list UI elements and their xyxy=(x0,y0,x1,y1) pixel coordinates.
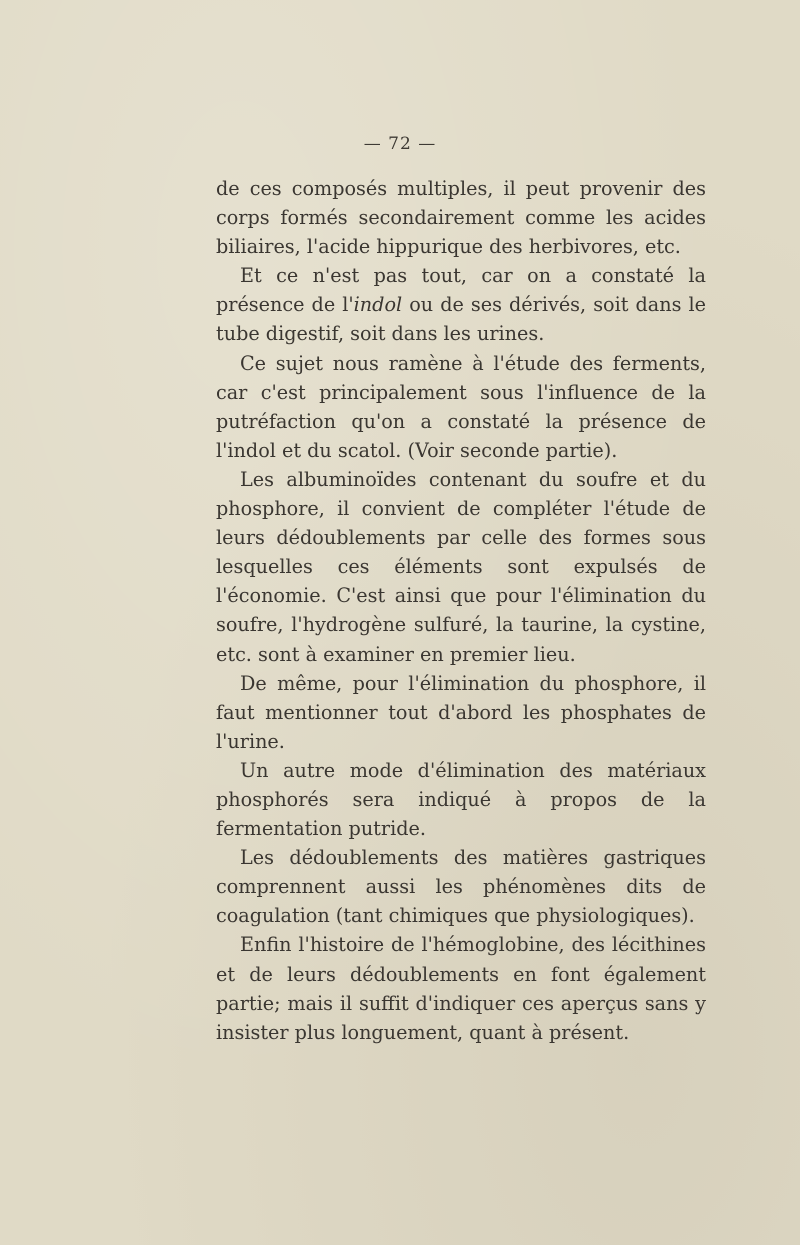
paragraph-1: de ces composés multiples, il peut provenir des corps formés secondairement comme les acides biliaires, l'acide hippurique des herbivores, etc. xyxy=(216,177,706,259)
paragraph-5: De même, pour l'élimination du phosphore, il faut mentionner tout d'abord les phosphates de l'urine. xyxy=(216,671,706,753)
paragraph-2-italic-term: indol xyxy=(353,293,403,317)
paragraph-2-after: ou de ses dérivés, soit dans le tube digestif, soit dans les urines. xyxy=(216,293,706,346)
paragraph-8: Enfin l'histoire de l'hémoglobine, des lécithines et de leurs dédoublements en font également partie; mais il suffit d'indiquer ces aperçus sans y insister plus longuement, quant à présent. xyxy=(216,933,706,1044)
paragraph-4: Les albuminoïdes contenant du soufre et du phosphore, il convient de compléter l'étude de leurs dédoublements par celle des formes sous lesquelles ces éléments sont expulsés de l'économie. C'est ainsi que pour l'élimination du soufre, l'hydrogène sulfuré, la taurine, la cystine, etc. sont à examiner en premier lieu. xyxy=(216,467,706,666)
paragraph-6: Un autre mode d'élimination des matériaux phosphorés sera indiqué à propos de la fermentation putride. xyxy=(216,758,706,841)
paragraph-2 xyxy=(216,261,706,348)
page-number: — 72 — xyxy=(363,134,437,154)
paragraph-7: Les dédoublements des matières gastriques comprennent aussi les phénomènes dits de coagulation (tant chimiques que physiologiques). xyxy=(216,846,706,928)
body-text xyxy=(216,174,706,1047)
paragraph-2-before: Et ce n'est pas tout, car on a constaté la présence de l' xyxy=(216,264,706,317)
paragraph-3: Ce sujet nous ramène à l'étude des ferments, car c'est principalement sous l'influence de la putréfaction qu'on a constaté la présence de l'indol et du scatol. (Voir seconde partie). xyxy=(216,351,706,462)
